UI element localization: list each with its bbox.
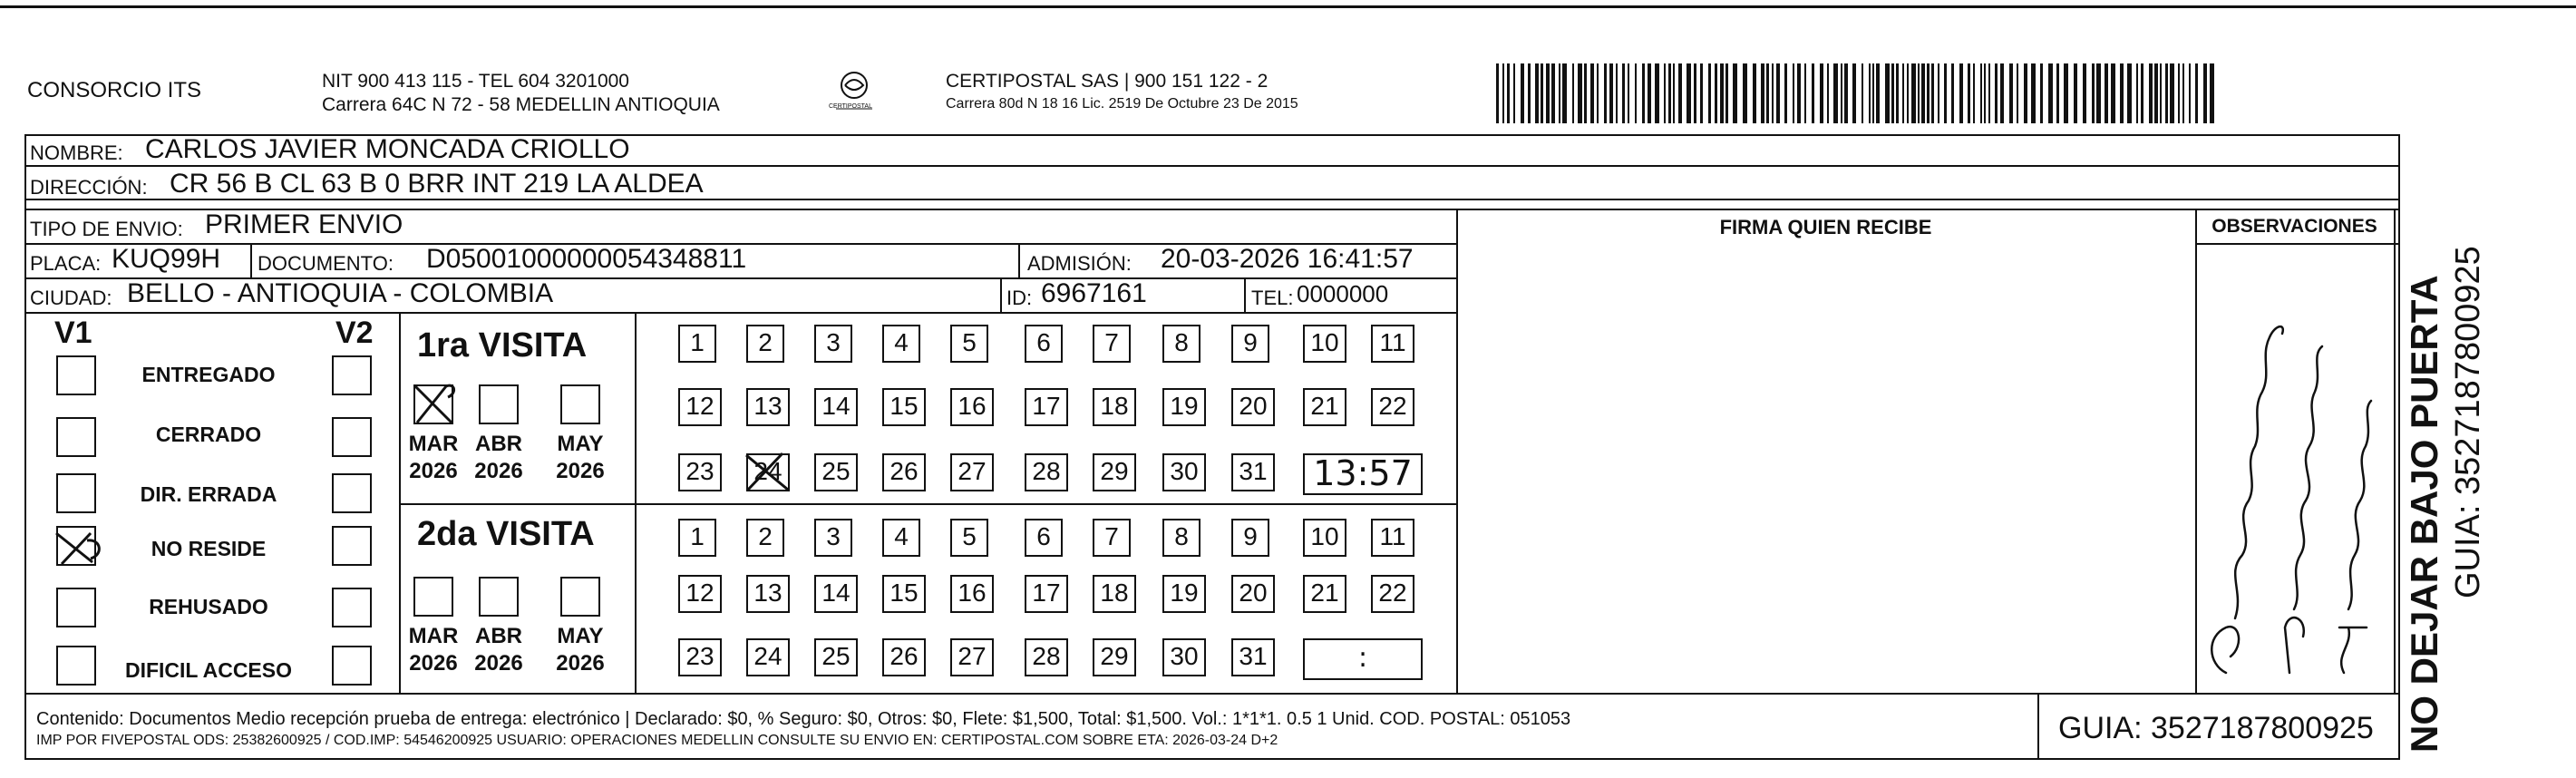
barcode-bar xyxy=(1938,63,1939,123)
col-divider xyxy=(250,243,252,277)
barcode-bar xyxy=(2092,63,2095,123)
status-label: DIR. ERRADA xyxy=(140,482,277,506)
second-visit-day-12[interactable]: 12 xyxy=(678,575,722,613)
second-visit-day-3[interactable]: 3 xyxy=(814,519,852,557)
barcode-bar xyxy=(1562,63,1567,123)
side-guia: GUIA: 3527187800925 xyxy=(2449,246,2487,598)
month-checkbox-mar[interactable] xyxy=(413,577,453,617)
barcode-bar xyxy=(2048,63,2053,123)
col-divider xyxy=(1244,277,1246,312)
barcode-bar xyxy=(2154,63,2158,123)
barcode-bar xyxy=(2064,63,2068,123)
barcode-bar xyxy=(2083,63,2086,123)
barcode-bar xyxy=(1896,63,1899,123)
row-divider xyxy=(399,503,1458,505)
second-visit-day-10[interactable]: 10 xyxy=(1303,519,1346,557)
v2-checkbox[interactable] xyxy=(332,355,372,395)
v1-header: V1 xyxy=(54,316,92,350)
barcode-bar xyxy=(1604,63,1607,123)
barcode-bar xyxy=(2182,63,2184,123)
second-visit-day-8[interactable]: 8 xyxy=(1162,519,1201,557)
barcode-bar xyxy=(1715,63,1717,123)
barcode-bar xyxy=(1572,63,1574,123)
first-visit-time[interactable]: 13:57 xyxy=(1303,453,1423,495)
first-visit-day-18[interactable]: 18 xyxy=(1093,388,1136,426)
barcode-bar xyxy=(1876,63,1880,123)
barcode-bar xyxy=(2149,63,2153,123)
barcode-bar xyxy=(1918,63,1920,123)
first-visit-day-24[interactable]: 24 xyxy=(746,453,790,491)
barcode-bar xyxy=(1678,63,1682,123)
tipo-envio-value: PRIMER ENVIO xyxy=(205,209,403,239)
month-label: MAY xyxy=(557,624,604,648)
barcode-bar xyxy=(1551,63,1555,123)
v1-checkbox[interactable] xyxy=(56,473,96,513)
month-label: MAY xyxy=(557,432,604,456)
placa-value: KUQ99H xyxy=(112,244,221,274)
barcode-bar xyxy=(1968,63,1970,123)
barcode-bar xyxy=(1944,63,1947,123)
barcode-bar xyxy=(1521,63,1524,123)
second-visit-day-4[interactable]: 4 xyxy=(882,519,920,557)
barcode-bar xyxy=(1725,63,1728,123)
v2-checkbox[interactable] xyxy=(332,646,372,686)
first-visit-day-16[interactable]: 16 xyxy=(950,388,994,426)
status-label: ENTREGADO xyxy=(141,363,276,386)
day-check-mark xyxy=(743,450,793,495)
month-label: ABR xyxy=(475,624,522,648)
barcode-bar xyxy=(2120,63,2124,123)
year-label: 2026 xyxy=(556,459,605,483)
observaciones-header: OBSERVACIONES xyxy=(2211,216,2377,237)
first-visit-day-13[interactable]: 13 xyxy=(746,388,790,426)
second-visit-day-9[interactable]: 9 xyxy=(1231,519,1269,557)
first-visit-day-29[interactable]: 29 xyxy=(1093,453,1136,491)
year-label: 2026 xyxy=(474,651,523,676)
barcode-bar xyxy=(1655,63,1659,123)
v1-checkbox[interactable] xyxy=(56,646,96,686)
barcode-bar xyxy=(2178,63,2180,123)
nombre-label: NOMBRE: xyxy=(30,141,123,164)
month-label: ABR xyxy=(475,432,522,456)
no-dejar-warning: NO DEJAR BAJO PUERTA xyxy=(2403,275,2445,753)
first-visit-day-27[interactable]: 27 xyxy=(950,453,994,491)
barcode-bar xyxy=(1951,63,1954,123)
barcode-bar xyxy=(1776,63,1780,123)
first-visit-day-4[interactable]: 4 xyxy=(882,325,920,363)
v2-checkbox[interactable] xyxy=(332,473,372,513)
second-visit-day-26[interactable]: 26 xyxy=(882,638,926,676)
barcode-bar xyxy=(1694,63,1696,123)
col-divider xyxy=(1000,277,1002,312)
v1-checkbox[interactable] xyxy=(56,355,96,395)
id-value: 6967161 xyxy=(1041,278,1147,308)
nit-line: NIT 900 413 115 - TEL 604 3201000 xyxy=(322,71,629,92)
col-divider xyxy=(2037,693,2039,760)
barcode-bar xyxy=(1668,63,1671,123)
year-label: 2026 xyxy=(409,651,458,676)
firma-header: FIRMA QUIEN RECIBE xyxy=(1719,216,1932,238)
barcode-bar xyxy=(2136,63,2138,123)
second-visit-day-29[interactable]: 29 xyxy=(1093,638,1136,676)
barcode-bar xyxy=(1664,63,1666,123)
admision-label: ADMISIÓN: xyxy=(1027,252,1132,275)
id-label: ID: xyxy=(1006,287,1033,309)
second-visit-day-19[interactable]: 19 xyxy=(1162,575,1206,613)
first-visit-day-8[interactable]: 8 xyxy=(1162,325,1201,363)
barcode-bar xyxy=(1535,63,1539,123)
first-visit-day-28[interactable]: 28 xyxy=(1025,453,1068,491)
placa-label: PLACA: xyxy=(30,252,102,275)
barcode-bar xyxy=(1673,63,1675,123)
second-visit-day-11[interactable]: 11 xyxy=(1371,519,1414,557)
month-checkbox-may[interactable] xyxy=(560,577,600,617)
tel-label: TEL: xyxy=(1251,287,1294,309)
barcode-bar xyxy=(1921,63,1925,123)
barcode-bar xyxy=(2074,63,2077,123)
barcode-bar xyxy=(2203,63,2207,123)
status-label: REHUSADO xyxy=(149,595,268,618)
barcode-bar xyxy=(1733,63,1737,123)
first-visit-day-19[interactable]: 19 xyxy=(1162,388,1206,426)
v1-checkbox[interactable] xyxy=(56,526,96,566)
second-visit-day-5[interactable]: 5 xyxy=(950,519,988,557)
barcode-bar xyxy=(1872,63,1874,123)
year-label: 2026 xyxy=(409,459,458,483)
year-label: 2026 xyxy=(556,651,605,676)
first-visit-day-7[interactable]: 7 xyxy=(1093,325,1131,363)
second-visit-day-1[interactable]: 1 xyxy=(678,519,716,557)
first-visit-day-10[interactable]: 10 xyxy=(1303,325,1346,363)
barcode-bar xyxy=(2000,63,2004,123)
barcode-bar xyxy=(1820,63,1823,123)
carrier-address: Carrera 80d N 18 16 Lic. 2519 De Octubre 23 De 2015 xyxy=(946,96,1298,112)
barcode-bar xyxy=(1753,63,1756,123)
second-visit-day-30[interactable]: 30 xyxy=(1162,638,1206,676)
barcode-bar xyxy=(1546,63,1550,123)
barcode-bar xyxy=(1642,63,1645,123)
barcode-bar xyxy=(1528,63,1531,123)
logo-caption: CERTIPOSTAL xyxy=(829,103,872,110)
second-visit-day-28[interactable]: 28 xyxy=(1025,638,1068,676)
barcode-bar xyxy=(1804,63,1806,123)
barcode-bar xyxy=(1648,63,1651,123)
barcode-bar xyxy=(1507,63,1510,123)
barcode-bar xyxy=(1885,63,1890,123)
second-visit-day-31[interactable]: 31 xyxy=(1231,638,1275,676)
barcode-bar xyxy=(1907,63,1909,123)
month-checkbox-mar[interactable] xyxy=(413,384,453,424)
direccion-value: CR 56 B CL 63 B 0 BRR INT 219 LA ALDEA xyxy=(170,169,704,199)
barcode-bar xyxy=(2031,63,2036,123)
barcode-bar xyxy=(1590,63,1594,123)
barcode-bar xyxy=(2210,63,2214,123)
col-divider xyxy=(399,312,401,693)
barcode-bar xyxy=(1852,63,1856,123)
year-label: 2026 xyxy=(474,459,523,483)
signature-area[interactable] xyxy=(1460,247,2192,691)
first-visit-day-5[interactable]: 5 xyxy=(950,325,988,363)
barcode-bar xyxy=(1743,63,1747,123)
col-divider xyxy=(635,312,637,693)
barcode-bar xyxy=(1761,63,1764,123)
first-visit-day-12[interactable]: 12 xyxy=(678,388,722,426)
barcode-bar xyxy=(1597,63,1599,123)
barcode xyxy=(1496,63,2221,123)
barcode-bar xyxy=(1833,63,1838,123)
barcode-bar xyxy=(2024,63,2027,123)
barcode-bar xyxy=(2096,63,2101,123)
second-visit-day-17[interactable]: 17 xyxy=(1025,575,1068,613)
barcode-bar xyxy=(1841,63,1842,123)
direccion-label: DIRECCIÓN: xyxy=(30,176,148,199)
documento-value: D05001000000054348811 xyxy=(426,244,747,274)
status-label: CERRADO xyxy=(155,423,262,446)
second-visit-day-18[interactable]: 18 xyxy=(1093,575,1136,613)
first-visit-day-23[interactable]: 23 xyxy=(678,453,722,491)
barcode-bar xyxy=(1995,63,1998,123)
first-visit-day-17[interactable]: 17 xyxy=(1025,388,1068,426)
observaciones-handwriting xyxy=(2199,247,2391,691)
second-visit-day-6[interactable]: 6 xyxy=(1025,519,1063,557)
col-divider xyxy=(1456,209,1458,693)
barcode-bar xyxy=(2195,63,2198,123)
barcode-bar xyxy=(1959,63,1963,123)
barcode-bar xyxy=(1628,63,1629,123)
barcode-bar xyxy=(1708,63,1711,123)
barcode-bar xyxy=(2105,63,2108,123)
barcode-bar xyxy=(2141,63,2143,123)
second-visit-title: 2da VISITA xyxy=(417,515,595,553)
second-visit-day-2[interactable]: 2 xyxy=(746,519,784,557)
barcode-bar xyxy=(1584,63,1587,123)
v1-checkbox[interactable] xyxy=(56,588,96,627)
first-visit-day-20[interactable]: 20 xyxy=(1231,388,1275,426)
admision-value: 20-03-2026 16:41:57 xyxy=(1161,244,1414,274)
barcode-bar xyxy=(1622,63,1625,123)
contenido-line: Contenido: Documentos Medio recepción prueba de entrega: electrónico | Declarado: $0, % Seguro: $0, Otros: $0, Flete: $1,500, Total: $1,500. Vol.: 1*1*1. 0.5 1 Unid. COD. POSTAL: 051053 xyxy=(36,709,1571,729)
col-divider xyxy=(1018,243,1020,277)
row-divider xyxy=(24,693,2400,695)
barcode-bar xyxy=(1635,63,1637,123)
first-visit-day-14[interactable]: 14 xyxy=(814,388,858,426)
v1-checkbox[interactable] xyxy=(56,417,96,457)
first-visit-day-2[interactable]: 2 xyxy=(746,325,784,363)
first-visit-day-15[interactable]: 15 xyxy=(882,388,926,426)
first-visit-day-21[interactable]: 21 xyxy=(1303,388,1346,426)
documento-label: DOCUMENTO: xyxy=(258,252,394,275)
month-checkbox-may[interactable] xyxy=(560,384,600,424)
second-visit-day-23[interactable]: 23 xyxy=(678,638,722,676)
barcode-bar xyxy=(1766,63,1769,123)
first-visit-day-6[interactable]: 6 xyxy=(1025,325,1063,363)
tel-value: 0000000 xyxy=(1297,280,1389,307)
row-divider xyxy=(24,312,1457,314)
ciudad-value: BELLO - ANTIOQUIA - COLOMBIA xyxy=(127,278,554,308)
second-visit-day-20[interactable]: 20 xyxy=(1231,575,1275,613)
barcode-bar xyxy=(2111,63,2115,123)
first-visit-day-25[interactable]: 25 xyxy=(814,453,858,491)
barcode-bar xyxy=(1927,63,1930,123)
barcode-bar xyxy=(1931,63,1934,123)
barcode-bar xyxy=(2170,63,2174,123)
barcode-bar xyxy=(1973,63,1975,123)
second-visit-day-25[interactable]: 25 xyxy=(814,638,858,676)
barcode-bar xyxy=(1869,63,1871,123)
footer-guia: GUIA: 3527187800925 xyxy=(2058,711,2374,745)
month-label: MAR xyxy=(408,624,459,648)
second-visit-day-14[interactable]: 14 xyxy=(814,575,858,613)
month-checkbox-abr[interactable] xyxy=(479,577,519,617)
month-checkbox-abr[interactable] xyxy=(479,384,519,424)
row-divider xyxy=(2195,243,2400,245)
barcode-bar xyxy=(2127,63,2132,123)
barcode-bar xyxy=(1793,63,1794,123)
barcode-bar xyxy=(1891,63,1894,123)
company-name: CONSORCIO ITS xyxy=(27,78,202,102)
company-address: Carrera 64C N 72 - 58 MEDELLIN ANTIOQUIA xyxy=(322,94,720,115)
second-visit-day-16[interactable]: 16 xyxy=(950,575,994,613)
barcode-bar xyxy=(1687,63,1691,123)
barcode-bar xyxy=(1980,63,1982,123)
barcode-bar xyxy=(1700,63,1703,123)
v2-checkbox[interactable] xyxy=(332,526,372,566)
second-visit-day-13[interactable]: 13 xyxy=(746,575,790,613)
ciudad-label: CIUDAD: xyxy=(30,287,112,309)
barcode-bar xyxy=(1541,63,1543,123)
barcode-bar xyxy=(1559,63,1560,123)
second-visit-day-22[interactable]: 22 xyxy=(1371,575,1414,613)
barcode-bar xyxy=(1827,63,1829,123)
second-visit-day-7[interactable]: 7 xyxy=(1093,519,1131,557)
first-visit-day-22[interactable]: 22 xyxy=(1371,388,1414,426)
barcode-bar xyxy=(2189,63,2191,123)
carrier-name: CERTIPOSTAL SAS | 900 151 122 - 2 xyxy=(946,71,1269,92)
first-visit-day-11[interactable]: 11 xyxy=(1371,325,1414,363)
barcode-bar xyxy=(1862,63,1863,123)
first-visit-day-3[interactable]: 3 xyxy=(814,325,852,363)
barcode-bar xyxy=(1502,63,1504,123)
barcode-bar xyxy=(2160,63,2162,123)
first-visit-day-9[interactable]: 9 xyxy=(1231,325,1269,363)
imp-line: IMP POR FIVEPOSTAL ODS: 25382600925 / COD.IMP: 54546200925 USUARIO: OPERACIONES MEDELLIN CONSULTE SU ENVIO EN: CERTIPOSTAL.COM SOBRE ETA: 2026-03-24 D+2 xyxy=(36,733,1278,748)
barcode-bar xyxy=(1784,63,1787,123)
second-visit-day-27[interactable]: 27 xyxy=(950,638,994,676)
barcode-bar xyxy=(1616,63,1618,123)
barcode-bar xyxy=(1797,63,1801,123)
barcode-bar xyxy=(1988,63,1990,123)
barcode-bar xyxy=(1720,63,1724,123)
month-label: MAR xyxy=(408,432,459,456)
first-visit-day-31[interactable]: 31 xyxy=(1231,453,1275,491)
col-divider xyxy=(2195,209,2197,693)
top-border xyxy=(0,5,2576,8)
barcode-bar xyxy=(1844,63,1848,123)
tipo-envio-label: TIPO DE ENVIO: xyxy=(30,218,183,240)
barcode-bar xyxy=(1609,63,1613,123)
barcode-bar xyxy=(1496,63,1499,123)
barcode-bar xyxy=(1812,63,1814,123)
barcode-bar xyxy=(1772,63,1774,123)
barcode-bar xyxy=(2040,63,2043,123)
status-label: NO RESIDE xyxy=(151,537,267,560)
barcode-bar xyxy=(1902,63,1904,123)
barcode-bar xyxy=(1513,63,1515,123)
first-visit-day-30[interactable]: 30 xyxy=(1162,453,1206,491)
barcode-bar xyxy=(1578,63,1582,123)
v2-header: V2 xyxy=(335,316,374,350)
status-label: DIFICIL ACCESO xyxy=(124,658,292,682)
second-visit-day-24[interactable]: 24 xyxy=(746,638,790,676)
first-visit-day-1[interactable]: 1 xyxy=(678,325,716,363)
barcode-bar xyxy=(2165,63,2168,123)
second-visit-day-15[interactable]: 15 xyxy=(882,575,926,613)
v2-checkbox[interactable] xyxy=(332,588,372,627)
col-divider xyxy=(2394,209,2396,693)
nombre-value: CARLOS JAVIER MONCADA CRIOLLO xyxy=(145,134,630,164)
first-visit-title: 1ra VISITA xyxy=(417,326,588,365)
barcode-bar xyxy=(2017,63,2018,123)
barcode-bar xyxy=(1911,63,1916,123)
first-visit-day-26[interactable]: 26 xyxy=(882,453,926,491)
second-visit-time[interactable]: : xyxy=(1303,638,1423,680)
barcode-bar xyxy=(1984,63,1986,123)
barcode-bar xyxy=(2056,63,2059,123)
v2-checkbox[interactable] xyxy=(332,417,372,457)
second-visit-day-21[interactable]: 21 xyxy=(1303,575,1346,613)
barcode-bar xyxy=(2009,63,2013,123)
row-divider xyxy=(24,165,2400,167)
